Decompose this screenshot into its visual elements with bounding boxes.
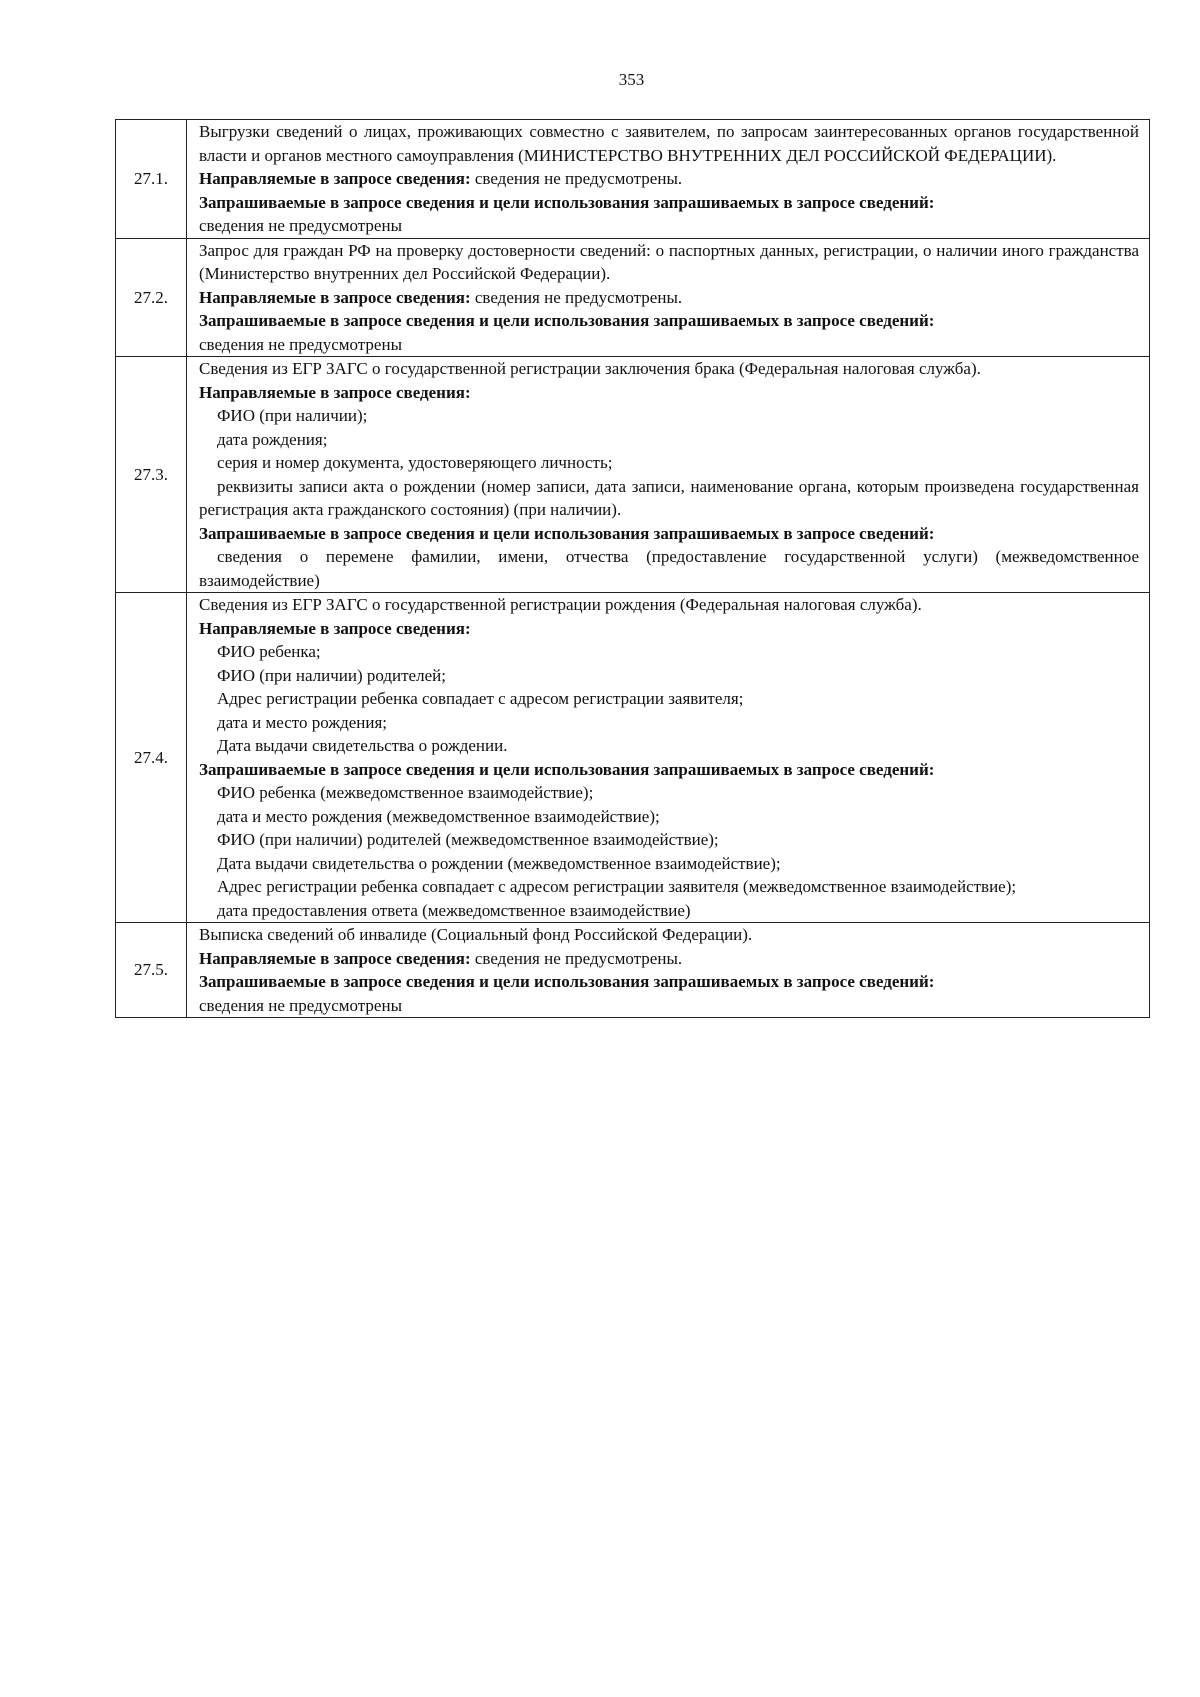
row-title: Сведения из ЕГР ЗАГС о государственной регистрации заключения брака (Федеральная налоговая служба). <box>199 359 981 378</box>
sent-item: реквизиты записи акта о рождении (номер записи, дата записи, наименование органа, которым произведена государственная регистрация акта гражданского состояния) (при наличии). <box>199 476 1139 519</box>
requested-value: сведения не предусмотрены <box>199 216 402 235</box>
requested-label: Запрашиваемые в запросе сведения и цели использования запрашиваемых в запросе сведений: <box>199 523 935 543</box>
requested-label: Запрашиваемые в запросе сведения и цели использования запрашиваемых в запросе сведений: <box>199 759 935 779</box>
sent-item: Дата выдачи свидетельства о рождении. <box>217 736 508 755</box>
row-number: 27.2. <box>116 238 187 357</box>
sent-item: ФИО (при наличии) родителей; <box>217 665 446 685</box>
sent-value: сведения не предусмотрены. <box>470 287 683 307</box>
table-row <box>116 593 1150 923</box>
row-title: Сведения из ЕГР ЗАГС о государственной регистрации рождения (Федеральная налоговая служба). <box>199 595 922 614</box>
row-number: 27.1. <box>116 120 187 239</box>
requested-item: дата и место рождения (межведомственное взаимодействие); <box>217 806 660 826</box>
requested-label: Запрашиваемые в запросе сведения и цели использования запрашиваемых в запросе сведений: <box>199 972 935 991</box>
sent-info-line <box>199 947 1139 971</box>
table-row <box>116 357 1150 593</box>
row-content <box>187 120 1150 239</box>
sent-value: сведения не предусмотрены. <box>470 948 683 968</box>
sent-item: ФИО ребенка; <box>217 642 321 661</box>
sent-label: Направляемые в запросе сведения: <box>199 287 471 307</box>
row-content <box>187 593 1150 923</box>
requested-label: Запрашиваемые в запросе сведения и цели использования запрашиваемых в запросе сведений: <box>199 311 935 330</box>
sent-label: Направляемые в запросе сведения: <box>199 618 471 638</box>
requested-item: Дата выдачи свидетельства о рождении (межведомственное взаимодействие); <box>217 853 781 873</box>
sent-label: Направляемые в запросе сведения: <box>199 948 471 968</box>
requested-item: ФИО (при наличии) родителей (межведомственное взаимодействие); <box>217 830 719 849</box>
requested-item: Адрес регистрации ребенка совпадает с адресом регистрации заявителя (межведомственное взаимодействие); <box>217 877 1017 896</box>
requested-value: сведения не предусмотрены <box>199 995 402 1015</box>
sent-item: дата и место рождения; <box>217 712 388 732</box>
sent-label: Направляемые в запросе сведения: <box>199 169 471 188</box>
requested-item: сведения о перемене фамилии, имени, отчества (предоставление государственной услуги) (межведомственное взаимодействие) <box>199 547 1139 590</box>
row-content <box>187 238 1150 357</box>
requested-item: ФИО ребенка (межведомственное взаимодействие); <box>217 783 594 802</box>
page-number: 353 <box>618 70 645 89</box>
table-row <box>116 120 1150 239</box>
requested-label: Запрашиваемые в запросе сведения и цели использования запрашиваемых в запросе сведений: <box>199 192 935 212</box>
table-row <box>116 923 1150 1018</box>
row-title: Запрос для граждан РФ на проверку достоверности сведений: о паспортных данных, регистрации, о наличии иного гражданства (Министерство внутренних дел Российской Федерации). <box>199 240 1139 283</box>
sent-item: Адрес регистрации ребенка совпадает с адресом регистрации заявителя; <box>217 689 744 708</box>
sent-info-line <box>199 286 1139 310</box>
sent-item: ФИО (при наличии); <box>217 406 368 425</box>
row-number: 27.3. <box>116 357 187 593</box>
row-title: Выписка сведений об инвалиде (Социальный фонд Российской Федерации). <box>199 925 753 944</box>
requested-value: сведения не предусмотрены <box>199 334 402 354</box>
sent-item: дата рождения; <box>217 429 328 449</box>
row-title: Выгрузки сведений о лицах, проживающих совместно с заявителем, по запросам заинтересованных органов государственной власти и органов местного самоуправления (МИНИСТЕРСТВО ВНУТРЕННИХ ДЕЛ РОССИЙСКОЙ ФЕДЕРАЦИИ). <box>199 122 1139 165</box>
requested-item: дата предоставления ответа (межведомственное взаимодействие) <box>217 900 691 920</box>
sent-info-line <box>199 167 1139 191</box>
row-content <box>187 923 1150 1018</box>
row-number: 27.5. <box>116 923 187 1018</box>
requests-table <box>115 119 1150 1018</box>
table-row <box>116 238 1150 357</box>
row-number: 27.4. <box>116 593 187 923</box>
sent-label: Направляемые в запросе сведения: <box>199 382 471 402</box>
sent-item: серия и номер документа, удостоверяющего личность; <box>217 453 613 472</box>
row-content <box>187 357 1150 593</box>
sent-value: сведения не предусмотрены. <box>470 169 683 188</box>
